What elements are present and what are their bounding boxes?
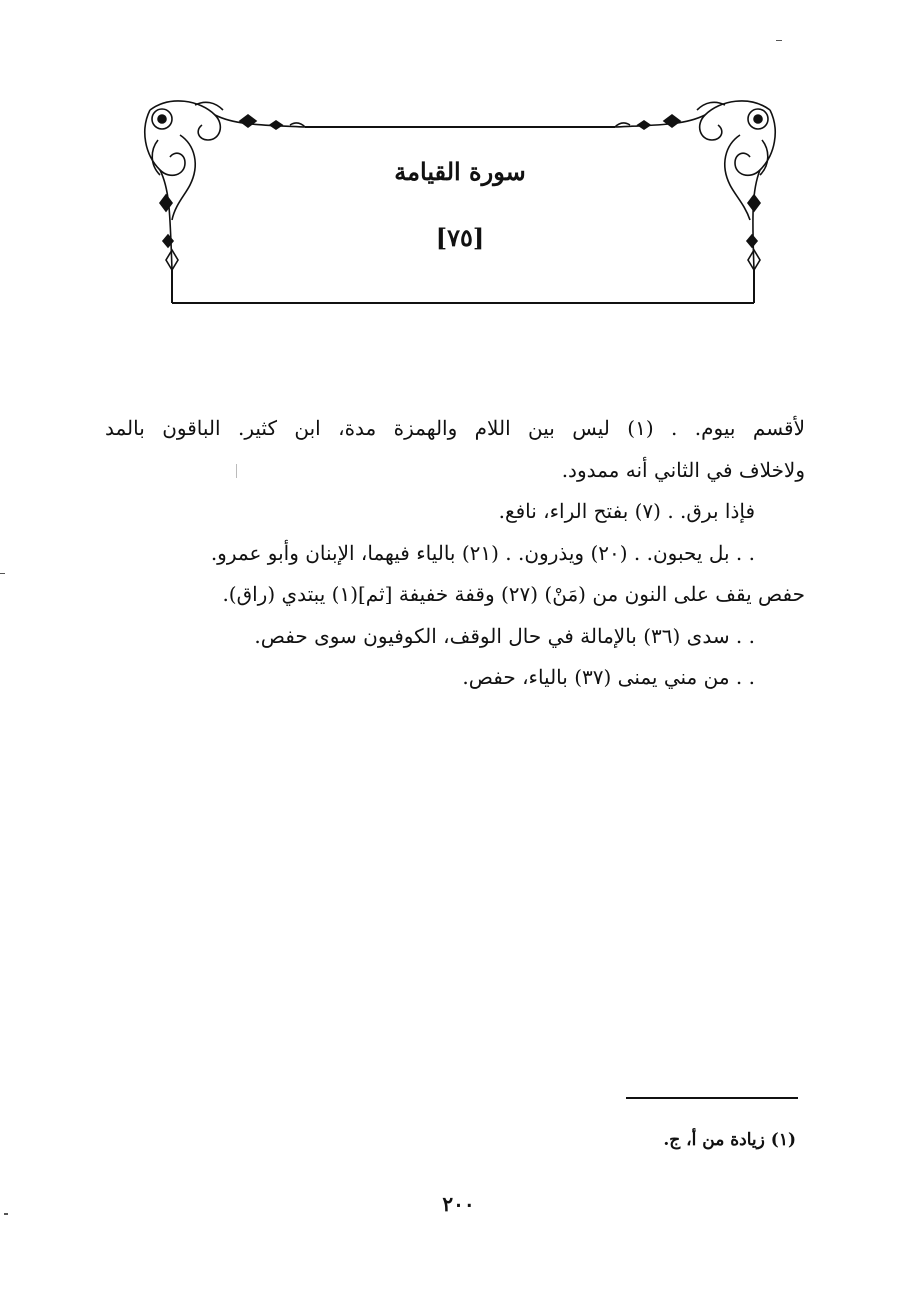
ornamental-frame xyxy=(140,95,780,310)
scan-speck xyxy=(236,464,237,478)
surah-header-frame xyxy=(140,95,780,310)
text-line: . . بل يحبون. . (٢٠) ويذرون. . (٢١) بالياء فيهما، الإبنان وأبو عمرو. xyxy=(210,540,755,565)
surah-number: [٧٥] xyxy=(435,223,485,252)
text-line: لأقسم بيوم. . (١) ليس بين اللام والهمزة مدة، ابن كثير. الباقون بالمد xyxy=(105,416,805,440)
text-line: حفص يقف على النون من (مَنْ) (٢٧) وقفة خفيفة [ثم](١) يبتدي (راق). xyxy=(222,582,805,606)
footnote-separator xyxy=(626,1097,798,1099)
text-line: . . سدى (٣٦) بالإمالة في حال الوقف، الكوفيون سوى حفص. xyxy=(254,623,755,648)
page-number: ٢٠٠ xyxy=(442,1192,475,1216)
scan-speck xyxy=(4,1213,8,1215)
surah-title: سورة القيامة xyxy=(394,157,526,186)
body-text xyxy=(105,408,805,699)
footnote: (١) زيادة من أ، ج. xyxy=(663,1130,796,1150)
text-line: . . من مني يمنى (٣٧) بالياء، حفص. xyxy=(462,665,755,689)
scan-speck xyxy=(0,573,5,574)
scan-speck xyxy=(776,40,782,41)
text-line: فإذا برق. . (٧) بفتح الراء، نافع. xyxy=(498,499,755,523)
text-line: ولاخلاف في الثاني أنه ممدود. xyxy=(561,457,805,482)
